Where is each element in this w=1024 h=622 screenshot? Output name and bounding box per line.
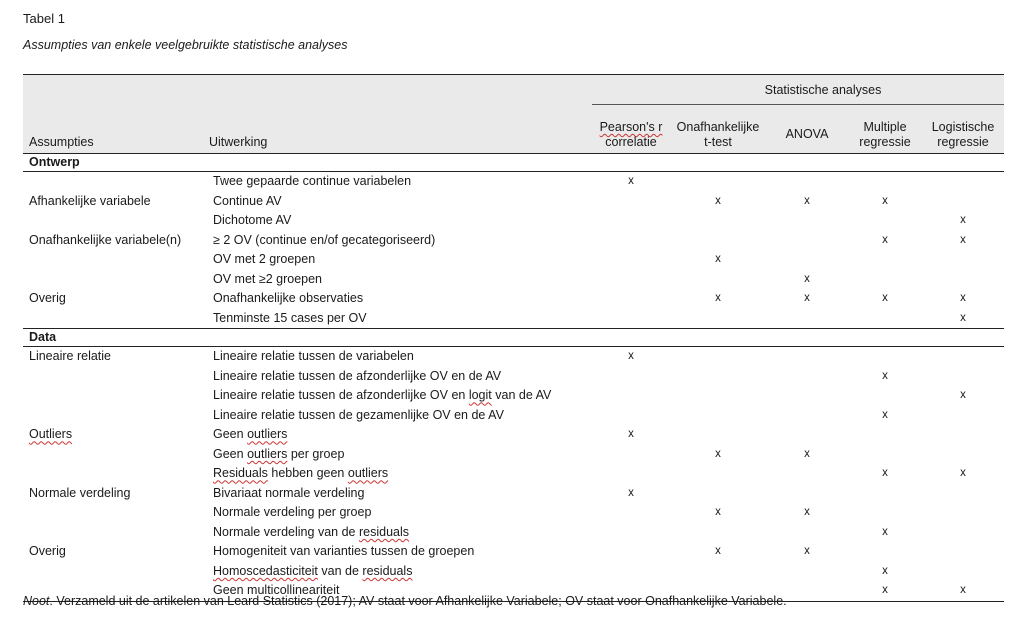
uitwerking-cell: Normale verdeling per groep	[213, 505, 372, 520]
mark-cell	[766, 386, 848, 406]
assumptions-table	[23, 74, 1004, 602]
table-row	[23, 542, 1004, 562]
table-row	[23, 309, 1004, 329]
mark-cell: x	[804, 292, 810, 305]
mark-cell: x	[960, 467, 966, 480]
mark-cell	[848, 172, 922, 192]
note-label: Noot	[23, 594, 50, 608]
section-title: Data	[23, 329, 1004, 347]
uitwerking-cell: Tenminste 15 cases per OV	[213, 310, 367, 325]
table-row	[23, 503, 1004, 523]
uitwerking-cell: Residuals hebben geen outliers	[213, 466, 389, 481]
mark-cell: x	[882, 564, 888, 577]
assumptie-cell	[23, 309, 203, 329]
mark-cell	[922, 523, 1004, 543]
mark-cell	[592, 445, 670, 465]
header-multiple-line2: regressie	[859, 135, 911, 149]
uitwerking-cell: Lineaire relatie tussen de variabelen	[213, 349, 414, 364]
table-row	[23, 347, 1004, 367]
mark-cell: x	[960, 389, 966, 402]
mark-cell	[766, 523, 848, 543]
header-logistic-line1: Logistische	[931, 120, 995, 134]
mark-cell	[592, 542, 670, 562]
mark-cell	[848, 542, 922, 562]
assumptie-cell	[23, 406, 203, 426]
mark-cell	[848, 484, 922, 504]
mark-cell	[592, 289, 670, 309]
section-row	[23, 329, 1004, 347]
mark-cell	[670, 484, 766, 504]
mark-cell: x	[628, 350, 634, 363]
table-row	[23, 250, 1004, 270]
table-row	[23, 231, 1004, 251]
mark-cell: x	[882, 194, 888, 207]
mark-cell	[592, 309, 670, 329]
table-note	[23, 594, 787, 608]
mark-cell	[922, 503, 1004, 523]
assumptie-cell: Afhankelijke variabele	[29, 193, 151, 208]
mark-cell	[592, 211, 670, 231]
note-text: . Verzameld uit de artikelen van Leard Statistics (2017); AV staat voor Afhankelijke Variabele; OV staat voor Onafhankelijke Variabele.	[49, 594, 787, 608]
header-assumpties: Assumpties	[23, 105, 203, 154]
mark-cell	[670, 211, 766, 231]
uitwerking-cell: Homogeniteit van varianties tussen de groepen	[213, 544, 475, 559]
uitwerking-cell: Twee gepaarde continue variabelen	[213, 174, 412, 189]
mark-cell: x	[960, 311, 966, 324]
assumptie-cell	[23, 367, 203, 387]
uitwerking-cell: Geen multicollineariteit	[203, 581, 592, 601]
mark-cell	[922, 172, 1004, 192]
mark-cell	[922, 406, 1004, 426]
mark-cell	[592, 192, 670, 212]
assumptie-cell	[23, 503, 203, 523]
table-header	[23, 75, 1004, 154]
mark-cell	[922, 562, 1004, 582]
mark-cell: x	[882, 408, 888, 421]
header-pearson-line1: Pearson's r	[599, 120, 663, 134]
uitwerking-cell: Geen outliers	[213, 427, 288, 442]
mark-cell	[766, 347, 848, 367]
mark-cell	[766, 484, 848, 504]
mark-cell	[766, 425, 848, 445]
mark-cell: x	[882, 292, 888, 305]
spellcheck-word: outliers	[247, 446, 288, 461]
mark-cell	[766, 172, 848, 192]
table-row	[23, 289, 1004, 309]
header-spacer	[23, 75, 592, 105]
uitwerking-cell: Continue AV	[213, 193, 282, 208]
table-row	[23, 425, 1004, 445]
mark-cell: x	[715, 194, 721, 207]
mark-cell	[848, 270, 922, 290]
uitwerking-cell: Geen outliers per groep	[213, 446, 345, 461]
table-row	[23, 192, 1004, 212]
assumptie-cell	[23, 250, 203, 270]
mark-cell	[670, 231, 766, 251]
mark-cell: x	[804, 506, 810, 519]
table-row	[23, 270, 1004, 290]
assumptie-cell	[23, 523, 203, 543]
table-caption: Assumpties van enkele veelgebruikte statistische analyses	[23, 38, 348, 52]
assumptie-cell: Normale verdeling	[29, 485, 131, 500]
table-row	[23, 406, 1004, 426]
assumptie-cell	[23, 172, 203, 192]
mark-cell	[670, 562, 766, 582]
mark-cell	[766, 464, 848, 484]
mark-cell	[592, 231, 670, 251]
mark-cell: x	[628, 175, 634, 188]
mark-cell: x	[922, 581, 1004, 601]
mark-cell	[592, 270, 670, 290]
mark-cell: x	[882, 525, 888, 538]
mark-cell	[670, 425, 766, 445]
mark-cell	[922, 250, 1004, 270]
table-row	[23, 172, 1004, 192]
table-row	[23, 562, 1004, 582]
header-pearson-line2: correlatie	[605, 135, 657, 149]
assumptie-cell	[23, 386, 203, 406]
section-title: Ontwerp	[23, 154, 1004, 172]
mark-cell	[670, 367, 766, 387]
mark-cell	[848, 211, 922, 231]
assumptie-cell	[23, 562, 203, 582]
mark-cell	[922, 367, 1004, 387]
mark-cell	[848, 309, 922, 329]
assumptie-cell: Overig	[29, 291, 66, 306]
mark-cell: x	[848, 581, 922, 601]
mark-cell	[766, 250, 848, 270]
mark-cell	[592, 562, 670, 582]
mark-cell	[670, 270, 766, 290]
mark-cell	[592, 464, 670, 484]
mark-cell	[848, 250, 922, 270]
mark-cell: x	[882, 233, 888, 246]
table-row	[23, 367, 1004, 387]
header-logistic-line2: regressie	[937, 135, 989, 149]
mark-cell	[592, 250, 670, 270]
table-row	[23, 484, 1004, 504]
mark-cell	[592, 503, 670, 523]
mark-cell: x	[804, 545, 810, 558]
mark-cell: x	[960, 233, 966, 246]
spellcheck-word: Homoscedasticiteit	[213, 563, 318, 578]
mark-cell	[922, 270, 1004, 290]
mark-cell: x	[882, 369, 888, 382]
mark-cell	[922, 192, 1004, 212]
mark-cell	[848, 425, 922, 445]
header-ttest-line2: t-test	[704, 135, 732, 149]
mark-cell: x	[715, 545, 721, 558]
table-row	[23, 464, 1004, 484]
assumptie-cell	[23, 425, 203, 445]
uitwerking-cell: Lineaire relatie tussen de gezamenlijke OV en de AV	[213, 407, 504, 422]
mark-cell	[766, 309, 848, 329]
uitwerking-cell: Onafhankelijke observaties	[213, 291, 364, 306]
mark-cell	[670, 406, 766, 426]
mark-cell	[670, 523, 766, 543]
spellcheck-word: Outliers	[29, 427, 73, 442]
mark-cell	[670, 172, 766, 192]
uitwerking-cell: ≥ 2 OV (continue en/of gecategoriseerd)	[213, 232, 436, 247]
mark-cell	[670, 309, 766, 329]
mark-cell: x	[715, 447, 721, 460]
mark-cell	[848, 386, 922, 406]
assumptie-cell	[23, 445, 203, 465]
table-row	[23, 523, 1004, 543]
uitwerking-cell: Dichotome AV	[213, 213, 292, 228]
mark-cell	[766, 367, 848, 387]
header-uitwerking: Uitwerking	[203, 105, 592, 154]
table-number: Tabel 1	[23, 11, 65, 26]
table-row	[23, 445, 1004, 465]
header-ttest	[670, 105, 766, 154]
assumptie-cell	[23, 464, 203, 484]
header-multiple-line1: Multiple	[863, 120, 907, 134]
uitwerking-cell: Lineaire relatie tussen de afzonderlijke OV en de AV	[213, 368, 502, 383]
header-ttest-line1: Onafhankelijke	[676, 120, 760, 134]
mark-cell: x	[960, 214, 966, 227]
mark-cell	[592, 367, 670, 387]
spellcheck-word: outliers	[347, 466, 389, 481]
assumptie-cell: Onafhankelijke variabele(n)	[29, 232, 182, 247]
mark-cell	[766, 231, 848, 251]
mark-cell	[592, 386, 670, 406]
mark-cell: x	[804, 194, 810, 207]
mark-cell	[848, 445, 922, 465]
header-group-label: Statistische analyses	[592, 75, 1004, 105]
mark-cell: x	[628, 486, 634, 499]
header-anova: ANOVA	[766, 105, 848, 154]
uitwerking-cell: OV met ≥2 groepen	[213, 271, 323, 286]
mark-cell: x	[882, 467, 888, 480]
assumptie-cell	[23, 211, 203, 231]
spellcheck-word: logit	[468, 388, 492, 403]
uitwerking-cell: Homoscedasticiteit van de residuals	[213, 563, 413, 578]
header-multiple	[848, 105, 922, 154]
mark-cell	[922, 484, 1004, 504]
header-logistic	[922, 105, 1004, 154]
mark-cell	[848, 503, 922, 523]
header-pearson	[592, 105, 670, 154]
uitwerking-cell: Lineaire relatie tussen de afzonderlijke OV en logit van de AV	[213, 388, 552, 403]
mark-cell	[848, 347, 922, 367]
mark-cell: x	[715, 292, 721, 305]
mark-cell	[766, 406, 848, 426]
mark-cell	[670, 464, 766, 484]
assumptie-cell: Overig	[29, 544, 66, 559]
mark-cell: x	[804, 447, 810, 460]
section-row	[23, 154, 1004, 172]
mark-cell: x	[715, 506, 721, 519]
mark-cell	[922, 347, 1004, 367]
mark-cell	[922, 445, 1004, 465]
uitwerking-cell: Bivariaat normale verdeling	[213, 485, 365, 500]
assumptie-cell: Lineaire relatie	[29, 349, 111, 364]
mark-cell	[592, 406, 670, 426]
mark-cell	[766, 562, 848, 582]
mark-cell	[766, 211, 848, 231]
mark-cell	[670, 347, 766, 367]
mark-cell: x	[960, 292, 966, 305]
spellcheck-word: residuals	[362, 563, 413, 578]
uitwerking-cell: Normale verdeling van de residuals	[213, 524, 410, 539]
mark-cell: x	[804, 272, 810, 285]
assumptie-cell	[23, 270, 203, 290]
mark-cell	[922, 425, 1004, 445]
assumptions-table-container	[23, 74, 1004, 602]
mark-cell	[922, 542, 1004, 562]
table-row	[23, 386, 1004, 406]
mark-cell	[670, 386, 766, 406]
spellcheck-word: outliers	[247, 427, 288, 442]
spellcheck-word: residuals	[358, 524, 410, 539]
spellcheck-word: Residuals	[213, 466, 268, 481]
mark-cell: x	[628, 428, 634, 441]
mark-cell	[592, 523, 670, 543]
table-body	[23, 154, 1004, 602]
uitwerking-cell: OV met 2 groepen	[213, 252, 316, 267]
mark-cell: x	[715, 253, 721, 266]
table-row	[23, 211, 1004, 231]
